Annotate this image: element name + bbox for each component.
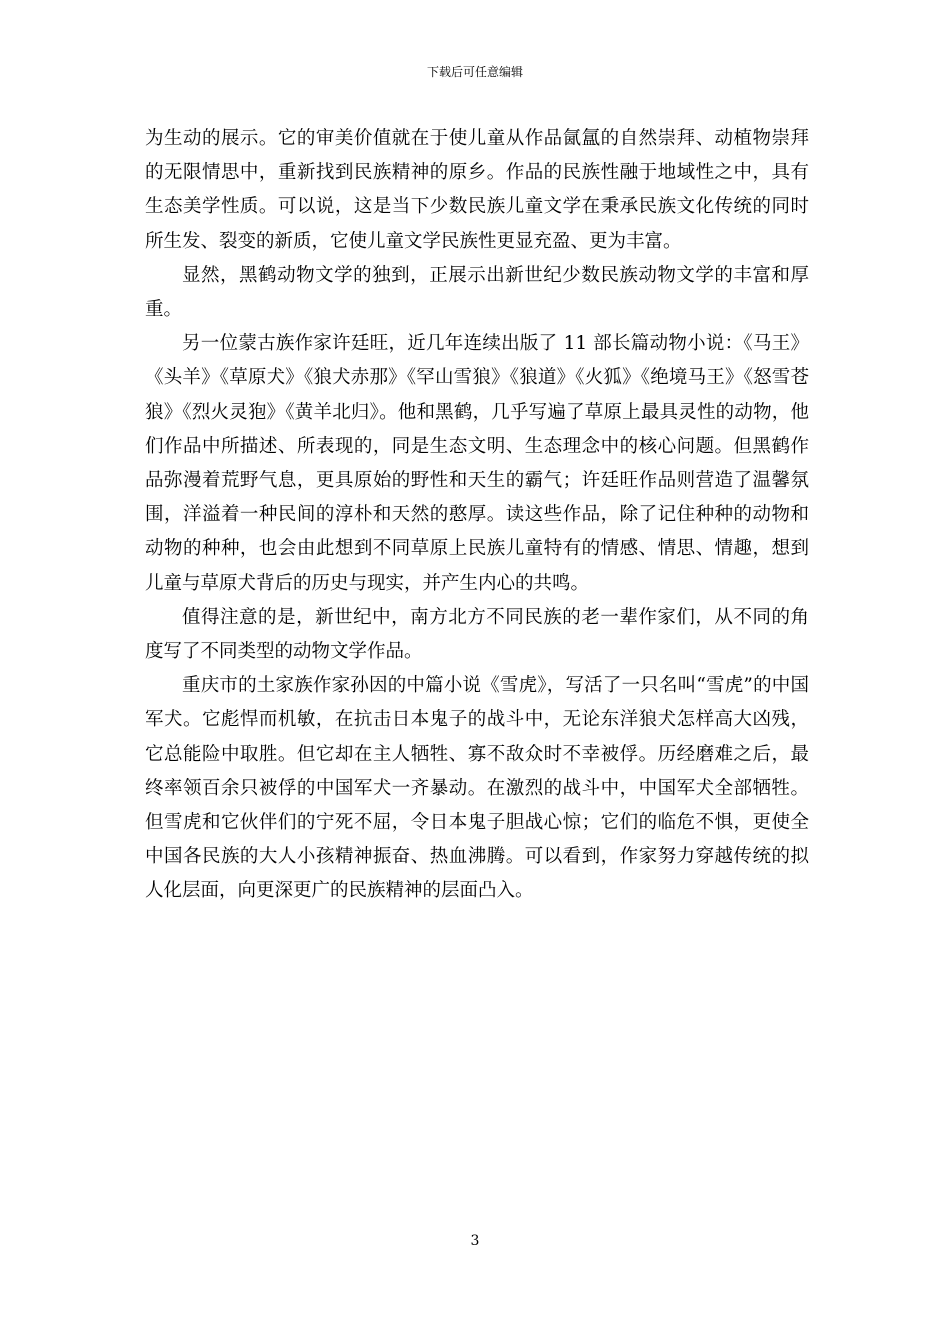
page-header-note: 下载后可任意编辑 — [426, 65, 523, 79]
document-body — [145, 122, 809, 909]
paragraph: 值得注意的是，新世纪中，南方北方不同民族的老一辈作家们，从不同的角度写了不同类型的动物文学作品。 — [145, 606, 809, 663]
paragraph: 重庆市的土家族作家孙因的中篇小说《雪虎》，写活了一只名叫“雪虎”的中国军犬。它彪悍而机敏，在抗击日本鬼子的战斗中，无论东洋狼犬怎样高大凶残，它总能险中取胜。但它却在主人牺牲、寡不敌众时不幸被俘。历经磨难之后，最终率领百余只被俘的中国军犬一齐暴动。在激烈的战斗中，中国军犬全部牺牲。但雪虎和它伙伴们的宁死不屈，令日本鬼子胆战心惊；它们的临危不惧，更使全中国各民族的大人小孩精神振奋、热血沸腾。可以看到，作家努力穿越传统的拟人化层面，向更深更广的民族精神的层面凸入。 — [145, 675, 809, 902]
paragraph: 另一位蒙古族作家许廷旺，近几年连续出版了 11 部长篇动物小说：《马王》《头羊》《草原犬》《狼犬赤那》《罕山雪狼》《狼道》《火狐》《绝境马王》《怒雪苍狼》《烈火灵狍》《黄羊北归》。他和黑鹤，几乎写遍了草原上最具灵性的动物，他们作品中所描述、所表现的，同是生态文明、生态理念中的核心问题。但黑鹤作品弥漫着荒野气息，更具原始的野性和天生的霸气；许廷旺作品则营造了温馨氛围，洋溢着一种民间的淳朴和天然的憨厚。读这些作品，除了记住种种的动物和动物的种种，也会由此想到不同草原上民族儿童特有的情感、情思、情趣，想到儿童与草原犬背后的历史与现实，并产生内心的共鸣。 — [145, 333, 809, 594]
paragraph: 显然，黑鹤动物文学的独到，正展示出新世纪少数民族动物文学的丰富和厚重。 — [145, 264, 809, 321]
page-number: 3 — [470, 1233, 480, 1249]
paragraph-continuation: 为生动的展示。它的审美价值就在于使儿童从作品氤氲的自然崇拜、动植物崇拜的无限情思中，重新找到民族精神的原乡。作品的民族性融于地域性之中，具有生态美学性质。可以说，这是当下少数民族儿童文学在秉承民族文化传统的同时所生发、裂变的新质，它使儿童文学民族性更显充盈、更为丰富。 — [145, 128, 809, 252]
